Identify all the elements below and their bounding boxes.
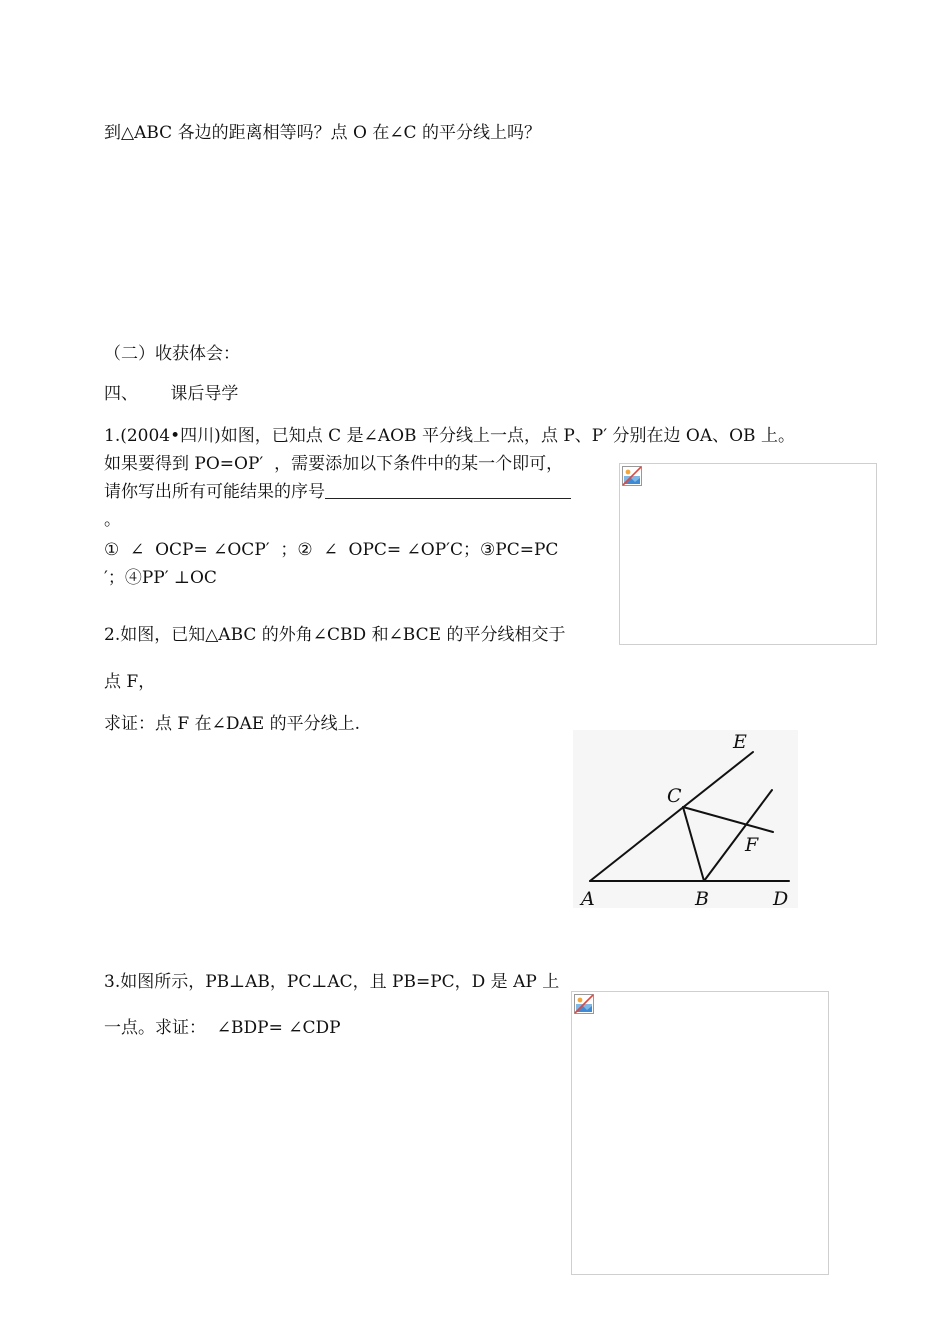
triangle-bisector-figure: [573, 730, 798, 908]
problem3-line2: 一点。求证： ∠BDP= ∠CDP: [104, 1018, 341, 1038]
problem2-line2: 点 F，: [104, 672, 156, 692]
label-e: E: [733, 731, 747, 753]
problem3-line1: 3.如图所示，PB⊥AB，PC⊥AC，且 PB=PC，D 是 AP 上: [104, 972, 560, 992]
label-d: D: [773, 888, 789, 908]
problem1-options-line2: ′；④PP′ ⊥OC: [104, 568, 217, 588]
answer-blank[interactable]: [325, 482, 571, 499]
label-f: F: [745, 834, 759, 856]
broken-image-icon: [622, 466, 642, 486]
section-four-heading: 四、 课后导学: [104, 384, 239, 404]
image-placeholder-problem3: [571, 991, 829, 1275]
section-harvest-heading: （二）收获体会：: [104, 344, 240, 364]
problem1-line4: 。: [104, 510, 121, 530]
label-c: C: [667, 785, 682, 807]
problem1-line2: 如果要得到 PO=OP′ ，需要添加以下条件中的某一个即可，: [104, 454, 564, 474]
problem1-prompt: 请你写出所有可能结果的序号: [104, 482, 325, 502]
problem1-line1: 1.(2004•四川)如图，已知点 C 是∠AOB 平分线上一点，点 P、P′ 分别在边 OA、OB 上。: [104, 426, 795, 446]
label-b: B: [695, 888, 709, 908]
broken-image-icon: [574, 994, 594, 1014]
problem1-line3: [104, 481, 571, 503]
label-a: A: [581, 888, 595, 908]
image-placeholder-problem1: [619, 463, 877, 645]
problem2-line1: 2.如图，已知△ABC 的外角∠CBD 和∠BCE 的平分线相交于: [104, 625, 566, 645]
top-question: 到△ABC 各边的距离相等吗？点 O 在∠C 的平分线上吗？: [104, 123, 541, 143]
problem2-line3: 求证：点 F 在∠DAE 的平分线上.: [104, 714, 360, 734]
problem1-options-line1: ① ∠ OCP= ∠OCP′ ；② ∠ OPC= ∠OP′C；③PC=PC: [104, 540, 559, 560]
